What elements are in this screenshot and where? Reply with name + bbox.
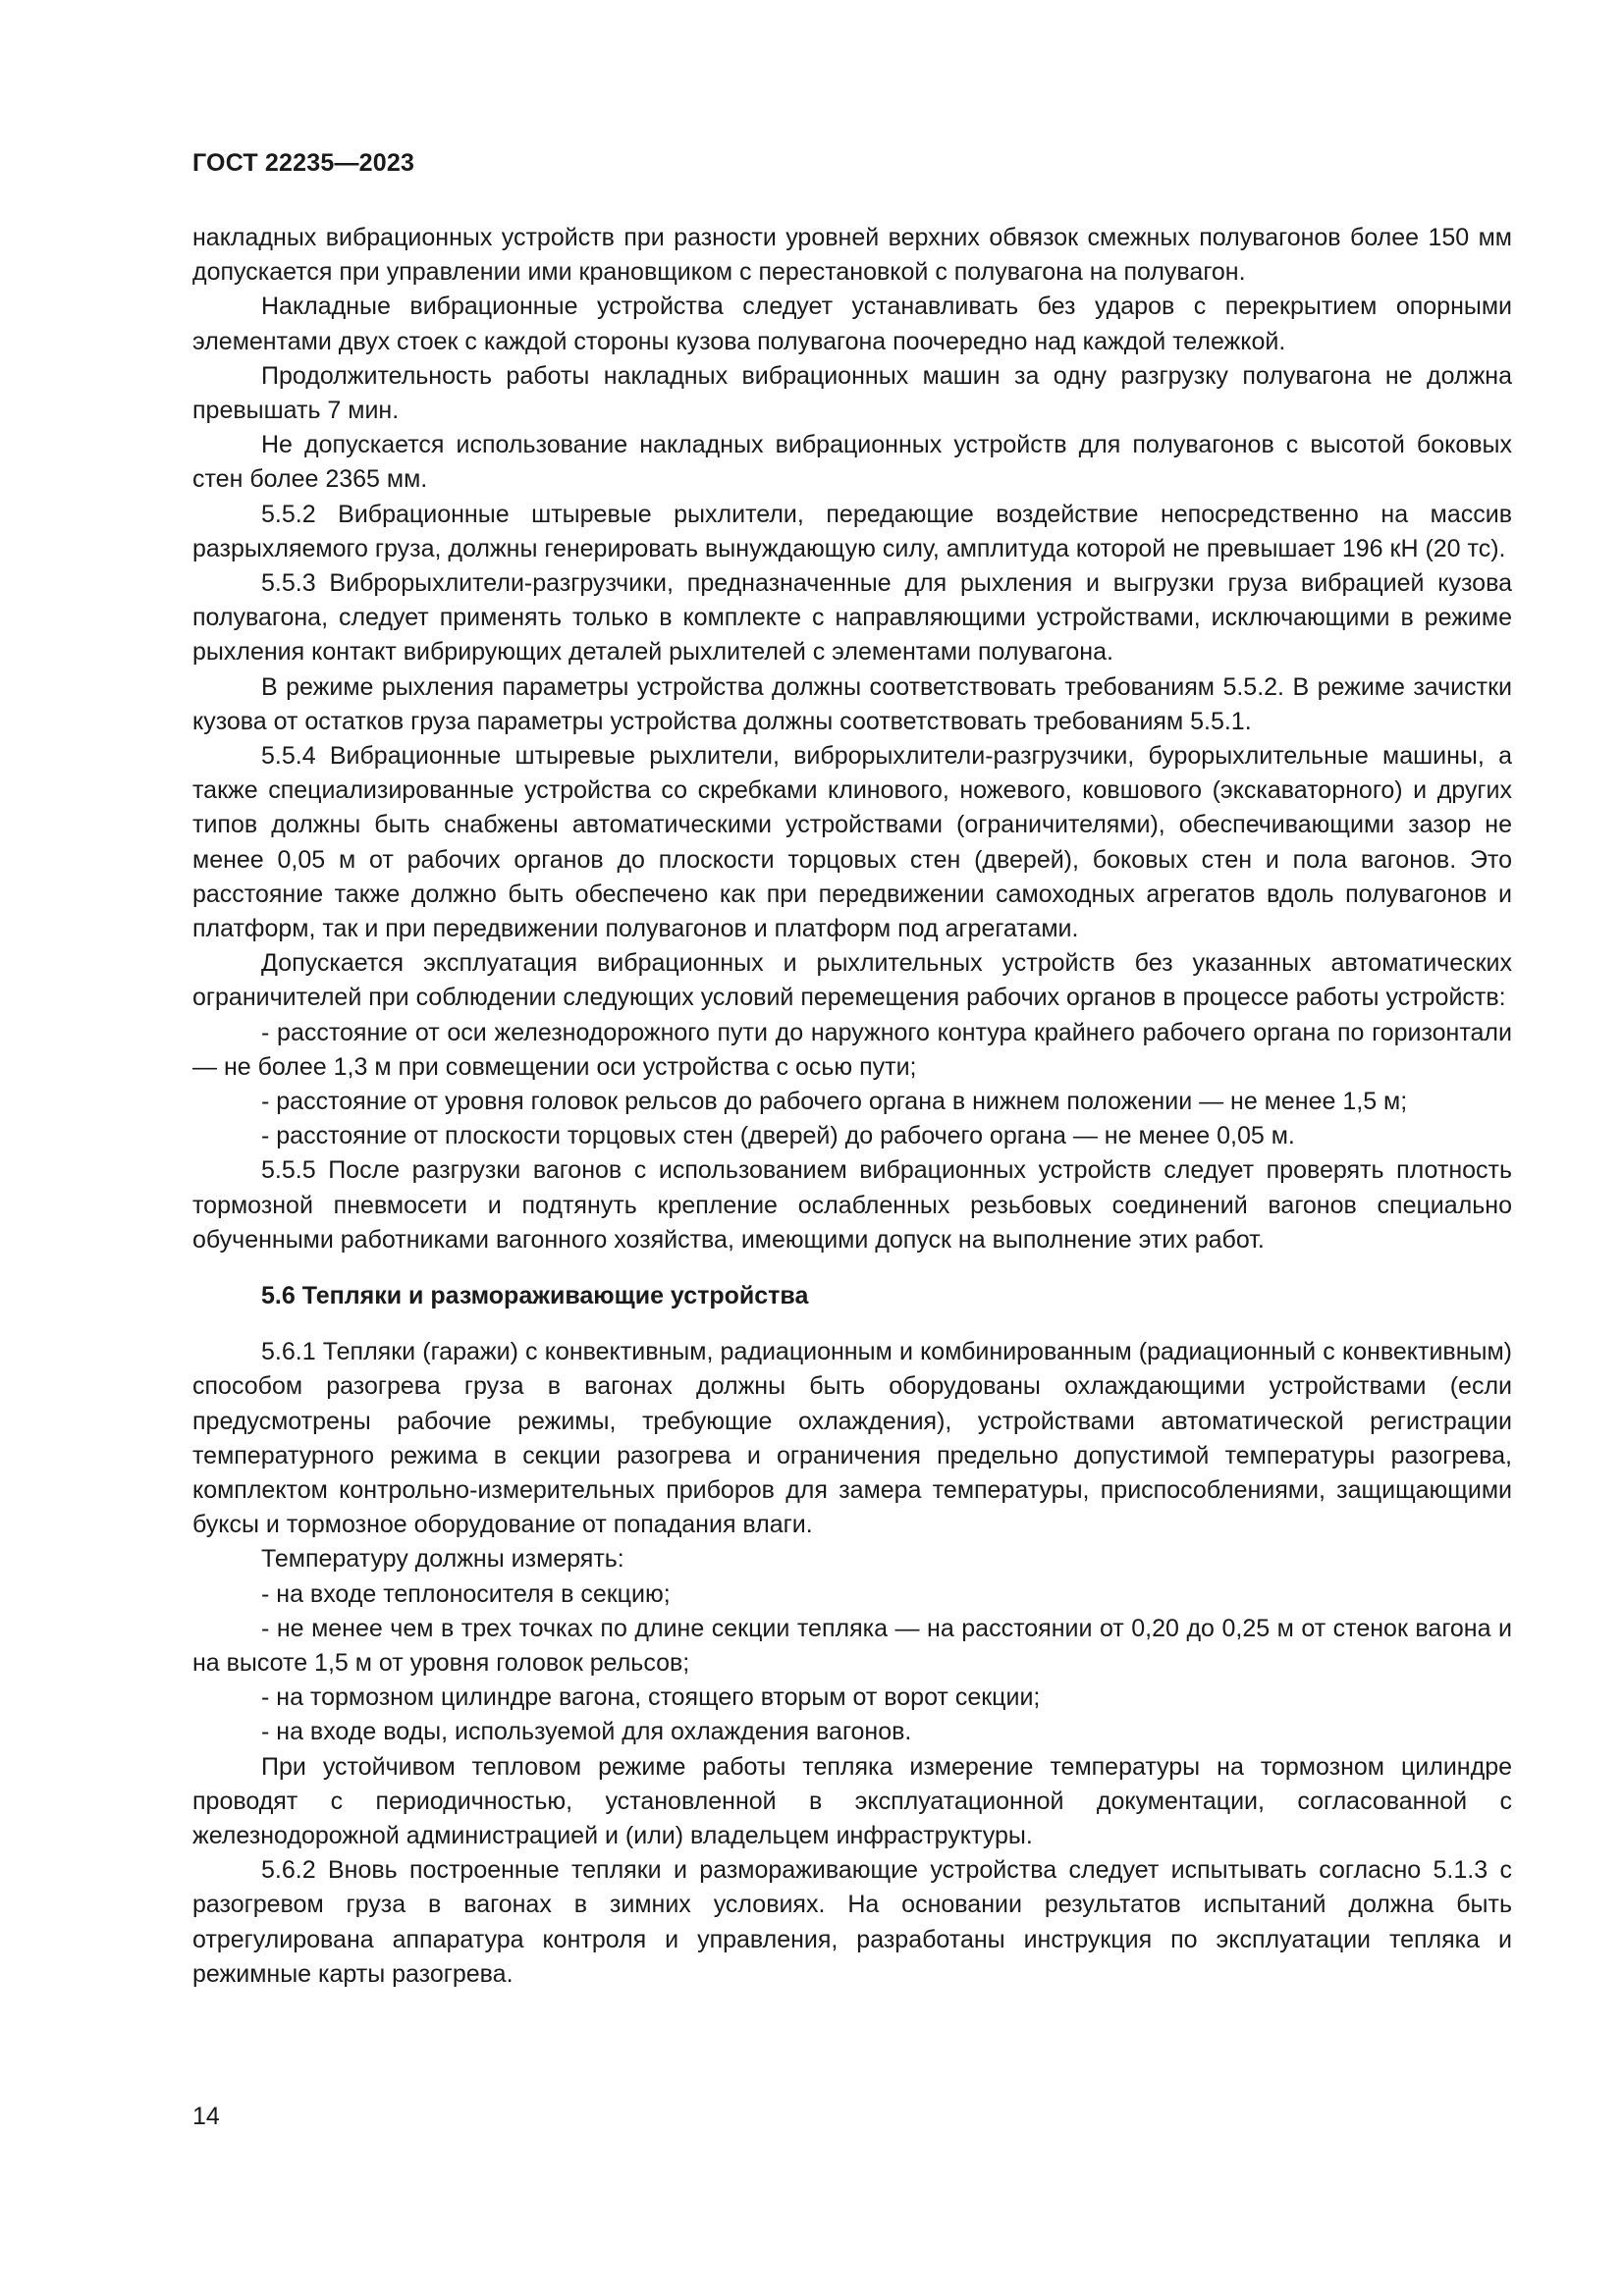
- paragraph: Допускается эксплуатация вибрационных и рыхлительных устройств без указанных автоматических ограничителей при соблюдении следующих условий перемещения рабочих органов в процессе работы устройств:: [192, 949, 1512, 1012]
- paragraph: 5.6.1 Тепляки (гаражи) с конвективным, радиационным и комбинированным (радиационный с конвективным) способом разогрева груза в вагонах должны быть оборудованы охлаждающими устройствами (если предусмотрены рабочие режимы, требующие охлаждения), устройствами автоматической регистрации температурного режима в секции разогрева и ограничения предельно допустимой температуры разогрева, комплектом контрольно-измерительных приборов для замера температуры, приспособлениями, защищающими буксы и тормозное оборудование от попадания влаги.: [192, 1338, 1512, 1539]
- list-item: - расстояние от плоскости торцовых стен (дверей) до рабочего органа — не менее 0,05 м.: [261, 1122, 1295, 1150]
- paragraph: Продолжительность работы накладных вибрационных машин за одну разгрузку полувагона не должна превышать 7 мин.: [192, 361, 1512, 425]
- list-item: - на входе теплоносителя в секцию;: [261, 1579, 671, 1608]
- page-number: 14: [192, 2103, 220, 2130]
- paragraph: накладных вибрационных устройств при разности уровней верхних обвязок смежных полувагонов более 150 мм допускается при управлении ими крановщиком с перестановкой с полувагона на полувагон.: [192, 224, 1512, 287]
- paragraph: 5.5.5 После разгрузки вагонов с использованием вибрационных устройств следует проверять плотность тормозной пневмосети и подтянуть крепление ослабленных резьбовых соединений вагонов специально обученными работниками вагонного хозяйства, имеющими допуск на выполнение этих работ.: [192, 1156, 1512, 1254]
- document-header-title: ГОСТ 22235—2023: [192, 149, 415, 177]
- paragraph: В режиме рыхления параметры устройства должны соответствовать требованиям 5.5.2. В режиме зачистки кузова от остатков груза параметры устройства должны соответствовать требованиям 5.5.1.: [192, 672, 1512, 735]
- section-heading: 5.6 Тепляки и размораживающие устройства: [261, 1282, 809, 1310]
- list-item: - не менее чем в трех точках по длине секции тепляка — на расстоянии от 0,20 до 0,25 м от стенок вагона и на высоте 1,5 м от уровня головок рельсов;: [192, 1614, 1512, 1677]
- paragraph: При устойчивом тепловом режиме работы тепляка измерение температуры на тормозном цилиндре проводят с периодичностью, установленной в эксплуатационной документации, согласованной с железнодорожной администрацией и (или) владельцем инфраструктуры.: [192, 1752, 1512, 1849]
- paragraph: Не допускается использование накладных вибрационных устройств для полувагонов с высотой боковых стен более 2365 мм.: [192, 431, 1512, 494]
- paragraph: 5.6.2 Вновь построенные тепляки и размораживающие устройства следует испытывать согласно 5.1.3 с разогревом груза в вагонах в зимних условиях. На основании результатов испытаний должна быть отрегулирована аппаратура контроля и управления, разработаны инструкция по эксплуатации тепляка и режимные карты разогрева.: [192, 1856, 1512, 1988]
- list-item: - на входе воды, используемой для охлаждения вагонов.: [261, 1718, 912, 1746]
- list-item: - расстояние от оси железнодорожного пути до наружного контура крайнего рабочего органа по горизонтали — не более 1,3 м при совмещении оси устройства с осью пути;: [192, 1018, 1512, 1081]
- list-item: - расстояние от уровня головок рельсов до рабочего органа в нижнем положении — не менее 1,5 м;: [261, 1088, 1408, 1116]
- paragraph: Температуру должны измерять:: [261, 1545, 624, 1574]
- paragraph: Накладные вибрационные устройства следует устанавливать без ударов с перекрытием опорными элементами двух стоек с каждой стороны кузова полувагона поочередно над каждой тележкой.: [192, 293, 1512, 355]
- list-item: - на тормозном цилиндре вагона, стоящего вторым от ворот секции;: [261, 1683, 1041, 1712]
- paragraph: 5.5.2 Вибрационные штыревые рыхлители, передающие воздействие непосредственно на массив разрыхляемого груза, должны генерировать вынуждающую силу, амплитуда которой не превышает 196 кН (20 тс).: [192, 500, 1512, 562]
- paragraph: 5.5.3 Виброрыхлители-разгрузчики, предназначенные для рыхления и выгрузки груза вибрацией кузова полувагона, следует применять только в комплекте с направляющими устройствами, исключающими в режиме рыхления контакт вибрирующих деталей рыхлителей с элементами полувагона.: [192, 569, 1512, 667]
- document-body: [192, 221, 1512, 1992]
- paragraph: 5.5.4 Вибрационные штыревые рыхлители, виброрыхлители-разгрузчики, бурорыхлительные машины, а также специализированные устройства со скребками клинового, ножевого, ковшового (экскаваторного) и других типов должны быть снабжены автоматическими устройствами (ограничителями), обеспечивающими зазор не менее 0,05 м от рабочих органов до плоскости торцовых стен (дверей), боковых стен и пола вагонов. Это расстояние также должно быть обеспечено как при передвижении самоходных агрегатов вдоль полувагонов и платформ, так и при передвижении полувагонов и платформ под агрегатами.: [192, 742, 1512, 943]
